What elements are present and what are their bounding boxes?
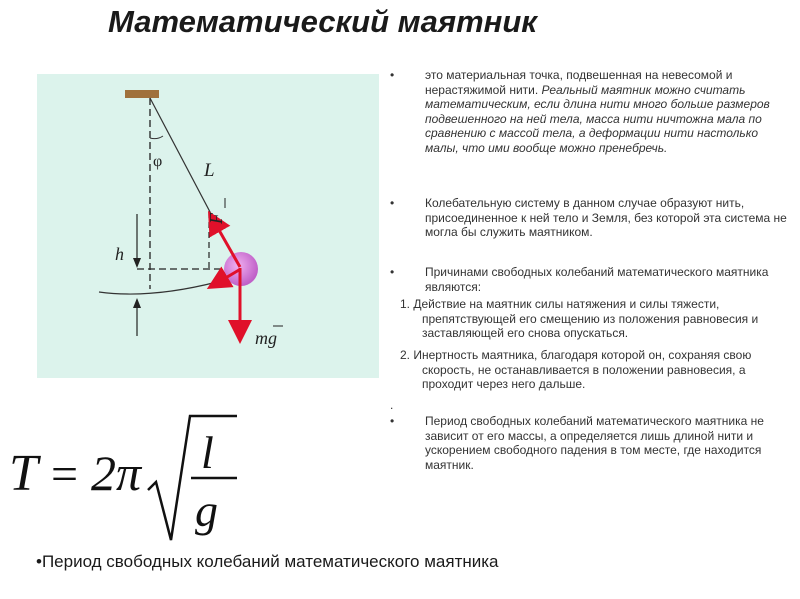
gravity-label: mg: [255, 328, 277, 348]
trajectory-arc: [99, 273, 243, 294]
h-arrowhead-top: [133, 258, 141, 268]
formula-coefficient: 2π: [91, 445, 142, 501]
pendulum-svg: [37, 74, 379, 378]
page-title: Математический маятник: [108, 4, 538, 39]
bullet-4: •: [390, 414, 395, 428]
pendulum-diagram: [37, 74, 379, 378]
angle-label: φ: [153, 153, 163, 170]
bullet-1: •: [390, 68, 395, 82]
definition-normal: это материальная точка, подвешенная на невесомой и нерастяжимой нити.: [425, 68, 733, 97]
list-item: [400, 348, 795, 392]
cause-1: 1. Действие на маятник силы натяжения и силы тяжести, препятствующей его смещению из положения равновесия и заставляющей его снова опускаться.: [400, 297, 759, 341]
bullet-2: •: [390, 196, 395, 210]
formula-denominator: g: [195, 485, 218, 536]
stray-dot: .: [390, 398, 394, 412]
length-label: L: [204, 160, 215, 181]
paragraph-period: Период свободных колебаний математического маятника не зависит от его массы, а определяется лишь длиной нити и ускорением свободного падения в том месте, где находится маятник.: [425, 414, 764, 472]
caption: •Период свободных колебаний математического маятника: [36, 552, 499, 571]
force-label: F: [206, 213, 226, 224]
h-arrowhead-bottom: [133, 298, 141, 308]
paragraph-definition: [425, 68, 795, 156]
formula-svg: [5, 410, 245, 550]
period-formula: [5, 410, 245, 550]
paragraph-system: Колебательную систему в данном случае образуют нить, присоединенное к ней тело и Земля, без которой эта система не могла бы служить маятником.: [425, 196, 787, 240]
formula-period-symbol: T: [9, 445, 38, 502]
paragraph-causes: Причинами свободных колебаний математического маятника являются:: [425, 265, 769, 294]
definition-italic: Реальный маятник можно считать математическим, если длина нити много больше размеров подвешенного на ней тела, масса нити ничтожна мала по сравнению с массой тела, а деформации нити настолько малы, что ими вообще можно пренебречь.: [425, 82, 770, 155]
bullet-3: •: [390, 265, 395, 279]
pendulum-support: [125, 90, 159, 98]
cause-2: 2. Инертность маятника, благодаря которой он, сохраняя свою скорость, не останавливается в положении равновесия, а проходит через него дальше.: [400, 348, 752, 392]
list-item: [400, 297, 795, 341]
height-label: h: [115, 244, 124, 264]
formula-numerator: l: [201, 427, 214, 478]
formula-equals: =: [51, 448, 79, 501]
angle-arc: [150, 136, 163, 139]
